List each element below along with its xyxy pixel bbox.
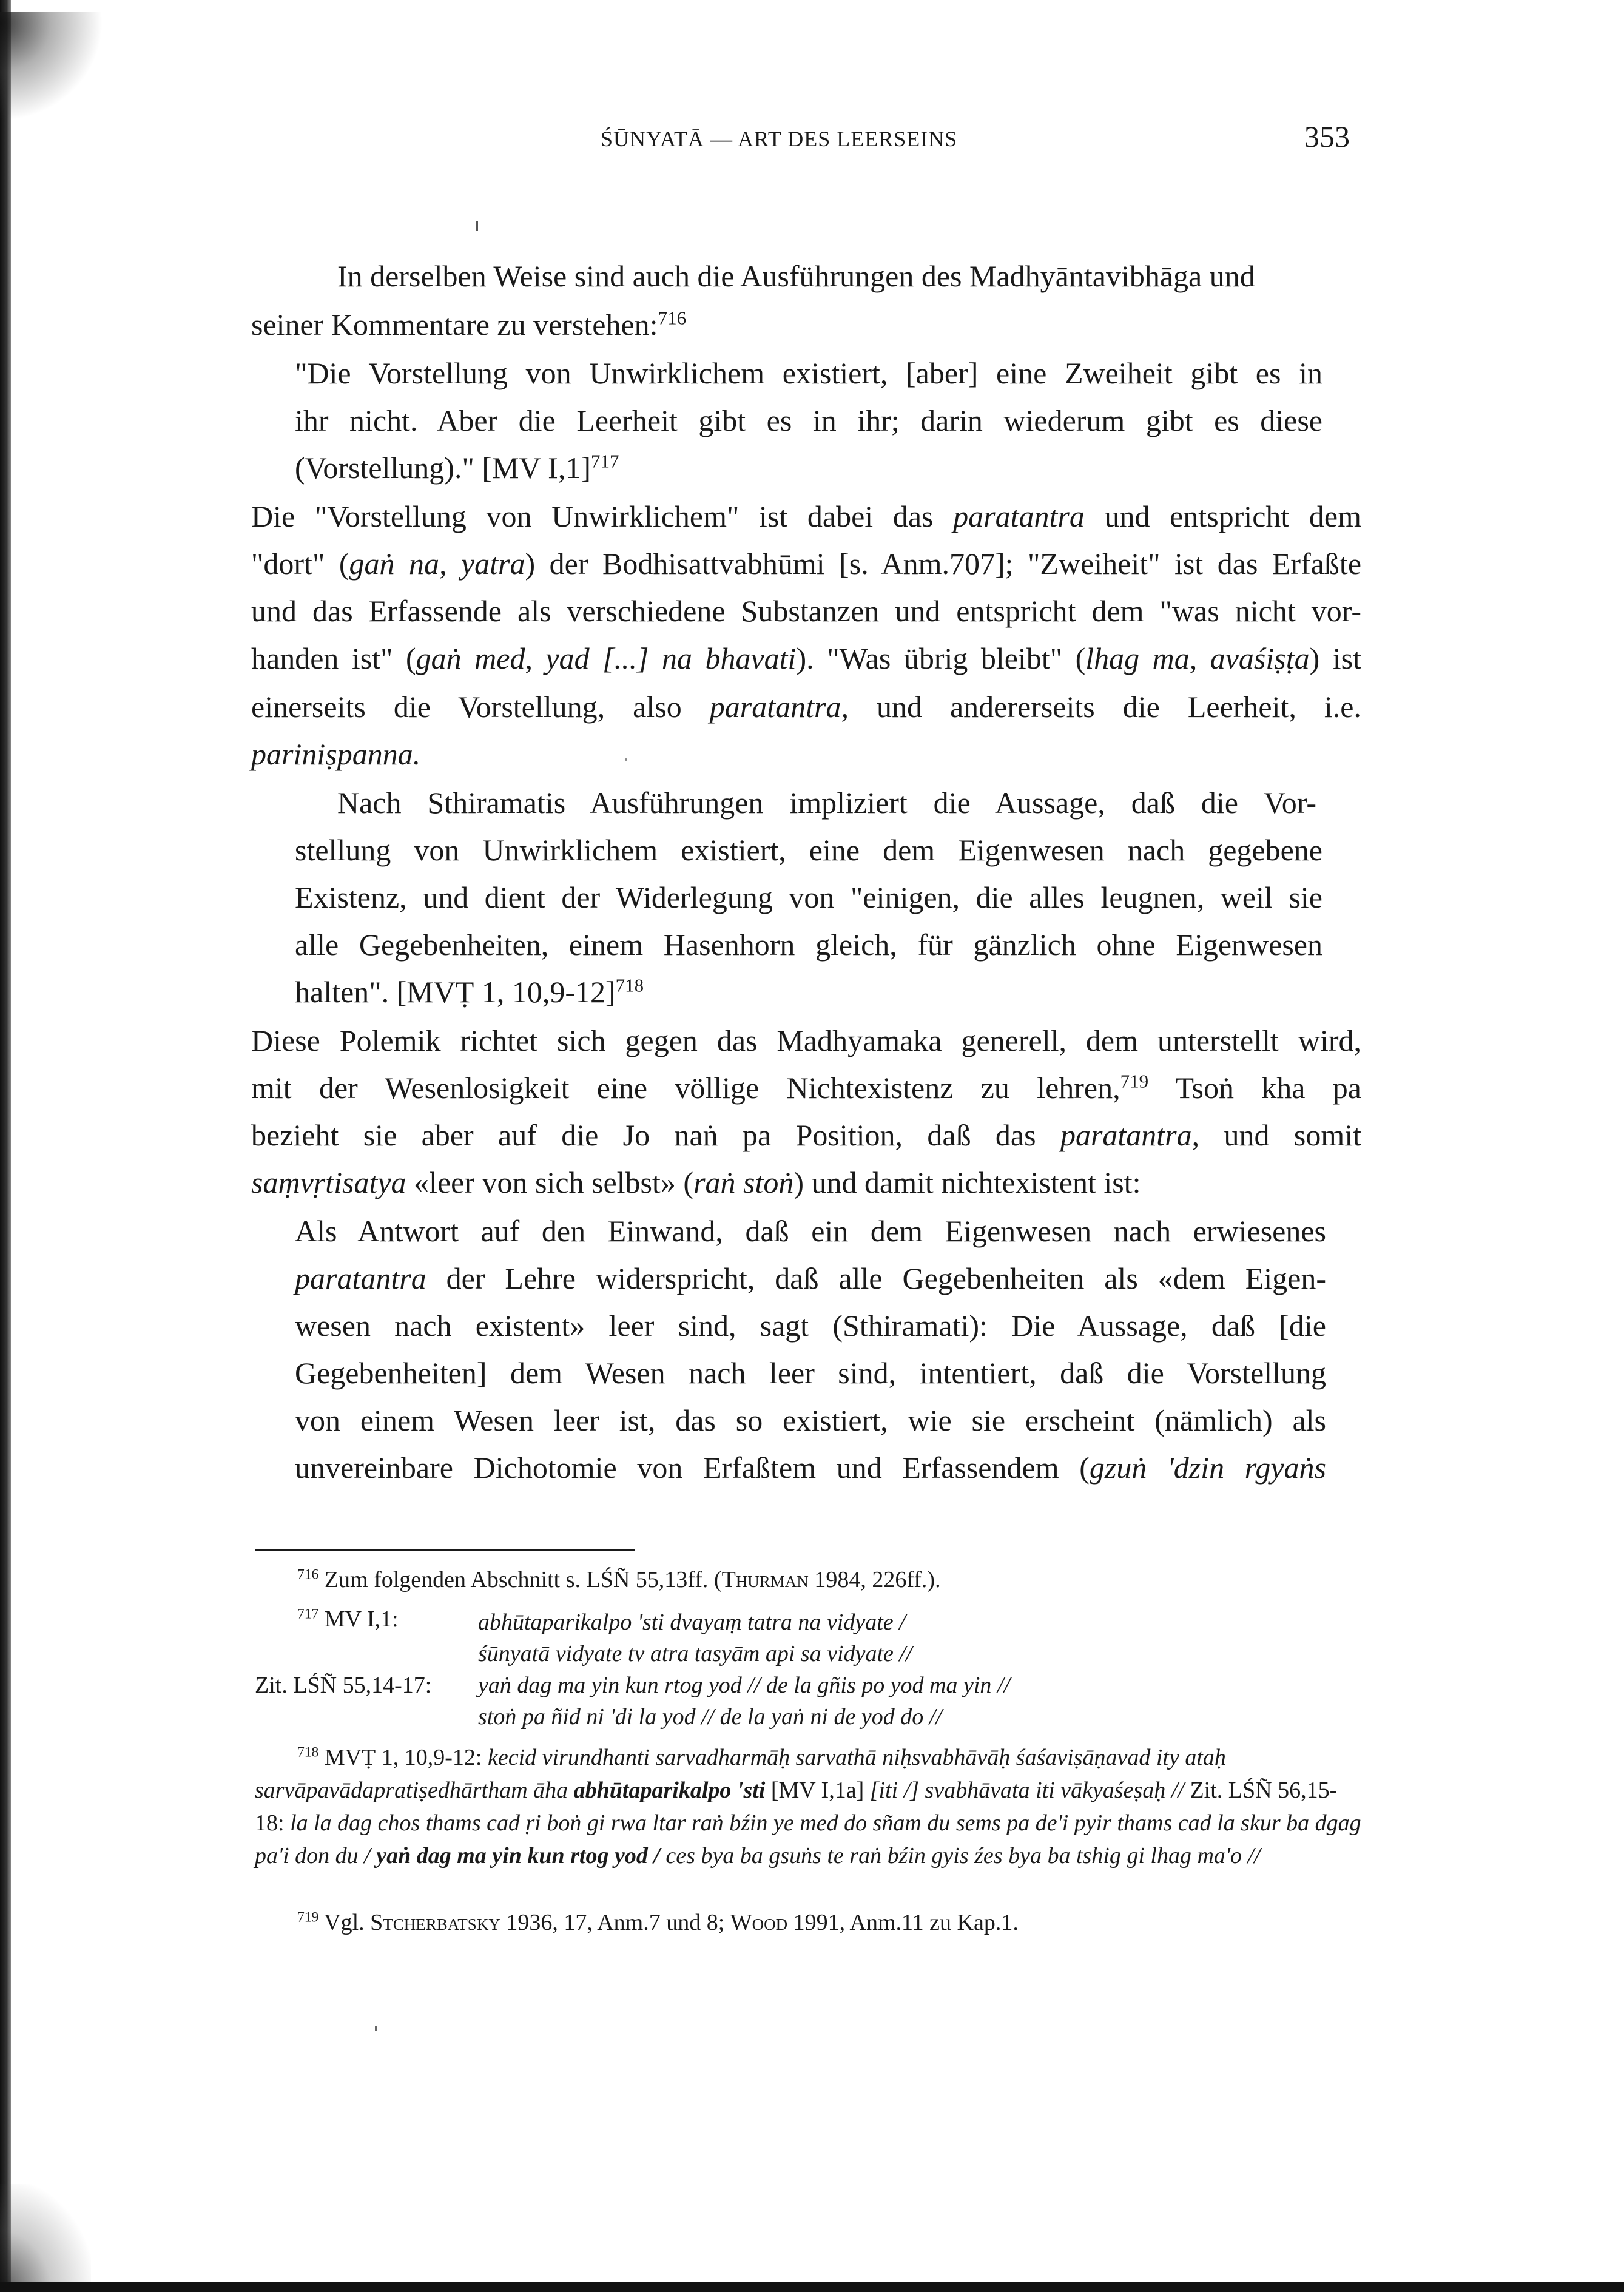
body-line: einerseits die Vorstellung, also paratantra, und andererseits die Leerheit, i.e. — [251, 690, 1361, 724]
footnote-716: $^{716}$ Zum folgenden Abschnitt s. LŚÑ 55,13ff. (Thurman 1984, 226ff.). — [297, 1566, 941, 1593]
footnote-717-label2: Zit. LŚÑ 55,14-17: — [255, 1673, 432, 1698]
body-line: bezieht sie aber auf die Jo naṅ pa Position, daß das paratantra, und somit — [251, 1118, 1361, 1152]
footnote-717-skt1: abhūtaparikalpo 'sti dvayaṃ tatra na vidyate / — [478, 1609, 906, 1635]
body-line: mit der Wesenlosigkeit eine völlige Nichtexistenz zu lehren,$^{719}$ Tsoṅ kha pa — [251, 1070, 1361, 1105]
quote-line: (Vorstellung)." [MV I,1]$^{717}$ — [295, 450, 619, 485]
scan-shadow-top — [0, 12, 103, 121]
quote-line: stellung von Unwirklichem existiert, eine dem Eigenwesen nach gegebene — [295, 833, 1322, 867]
body-line: saṃvṛtisatya «leer von sich selbst» (raṅ stoṅ) und damit nichtexistent ist: — [251, 1165, 1141, 1199]
footnote-ref: 718 — [615, 974, 644, 996]
book-spine-shadow — [0, 0, 11, 2292]
footnote-separator — [255, 1549, 635, 1551]
body-line: "dort" (gaṅ na, yatra) der Bodhisattvabhūmi [s. Anm.707]; "Zweiheit" ist das Erfaßte — [251, 547, 1362, 581]
footnote-719: $^{719}$ Vgl. Stcherbatsky 1936, 17, Anm.7 und 8; Wood 1991, Anm.11 zu Kap.1. — [297, 1909, 1019, 1935]
quote-line: "Die Vorstellung von Unwirklichem existiert, [aber] eine Zweiheit gibt es in — [295, 356, 1322, 390]
quote-line: Gegebenheiten] dem Wesen nach leer sind, intentiert, daß die Vorstellung — [295, 1356, 1326, 1390]
running-title: ŚŪNYATĀ — ART DES LEERSEINS — [601, 127, 958, 151]
quote-line: Existenz, und dient der Widerlegung von "einigen, die alles leugnen, weil sie — [295, 880, 1322, 914]
quote-line: unvereinbare Dichotomie von Erfaßtem und Erfassendem (gzuṅ 'dzin rgyaṅs — [295, 1451, 1326, 1485]
body-line: handen ist" (gaṅ med, yad [...] na bhavati). "Was übrig bleibt" (lhag ma, avaśiṣṭa) ist — [251, 641, 1361, 675]
body-line: Die "Vorstellung von Unwirklichem" ist dabei das paratantra und entspricht dem — [251, 499, 1361, 533]
body-line: und das Erfassende als verschiedene Substanzen und entspricht dem "was nicht vor- — [251, 594, 1361, 628]
body-line: seiner Kommentare zu verstehen:$^{716}$ — [251, 307, 687, 342]
body-line: pariniṣpanna. — [251, 737, 421, 771]
footnote-ref: 719 — [1120, 1070, 1149, 1092]
footnote-ref: 716 — [658, 307, 687, 329]
quote-line: halten". [MVṬ 1, 10,9-12]$^{718}$ — [295, 974, 644, 1009]
quote-line: von einem Wesen leer ist, das so existiert, wie sie erscheint (nämlich) als — [295, 1403, 1326, 1437]
page-number: 353 — [1304, 120, 1350, 153]
footnote-717-tib2: stoṅ pa ñid ni 'di la yod // de la yaṅ ni de yod do // — [478, 1704, 942, 1730]
footnote-718: $^{718}$ MVṬ 1, 10,9-12: kecid virundhanti sarvadharmāḥ sarvathā niḥsvabhāvāḥ śaśaviṣāṇavad ity ataḥ sarvāpavādapratiṣedhārtham āha abhūtaparikalpo 'sti [MV I,1a] [iti /] svabhāvata iti vākyaśeṣaḥ // Zit. LŚÑ 56,15-18: la la dag chos thams cad ṛi boṅ gi rwa ltar raṅ bźin ye med do sñam du sems pa de'i pyir thams cad la skur ba dgag pa'i don du / yaṅ dag ma yin kun rtog yod / ces bya ba gsuṅs te raṅ bźin gyis źes bya ba tshig gi lhag ma'o // — [255, 1744, 1361, 1869]
body-line: Diese Polemik richtet sich gegen das Madhyamaka generell, dem unterstellt wird, — [251, 1023, 1361, 1057]
quote-line: paratantra der Lehre widerspricht, daß alle Gegebenheiten als «dem Eigen- — [295, 1261, 1326, 1295]
quote-line: Als Antwort auf den Einwand, daß ein dem Eigenwesen nach erwiesenes — [295, 1214, 1326, 1248]
scan-speck — [476, 221, 478, 231]
scan-bottom-edge — [0, 2282, 1624, 2292]
scan-shadow-bottom — [0, 2184, 91, 2292]
scan-speck — [375, 2026, 377, 2031]
quote-line: alle Gegebenheiten, einem Hasenhorn gleich, für gänzlich ohne Eigenwesen — [295, 928, 1322, 962]
body-line: In derselben Weise sind auch die Ausführungen des Madhyāntavibhāga und — [337, 259, 1255, 293]
footnote-717: $^{717}$ MV I,1: — [297, 1606, 399, 1632]
quote-line: Nach Sthiramatis Ausführungen impliziert die Aussage, daß die Vor- — [337, 786, 1316, 820]
footnote-717-tib1: yaṅ dag ma yin kun rtog yod // de la gñis po yod ma yin // — [478, 1673, 1011, 1698]
footnote-717-skt2: śūnyatā vidyate tv atra tasyām api sa vidyate // — [478, 1641, 912, 1667]
footnote-ref: 717 — [590, 450, 619, 472]
quote-line: wesen nach existent» leer sind, sagt (Sthiramati): Die Aussage, daß [die — [295, 1309, 1326, 1343]
quote-line: ihr nicht. Aber die Leerheit gibt es in ihr; darin wiederum gibt es diese — [295, 403, 1322, 437]
